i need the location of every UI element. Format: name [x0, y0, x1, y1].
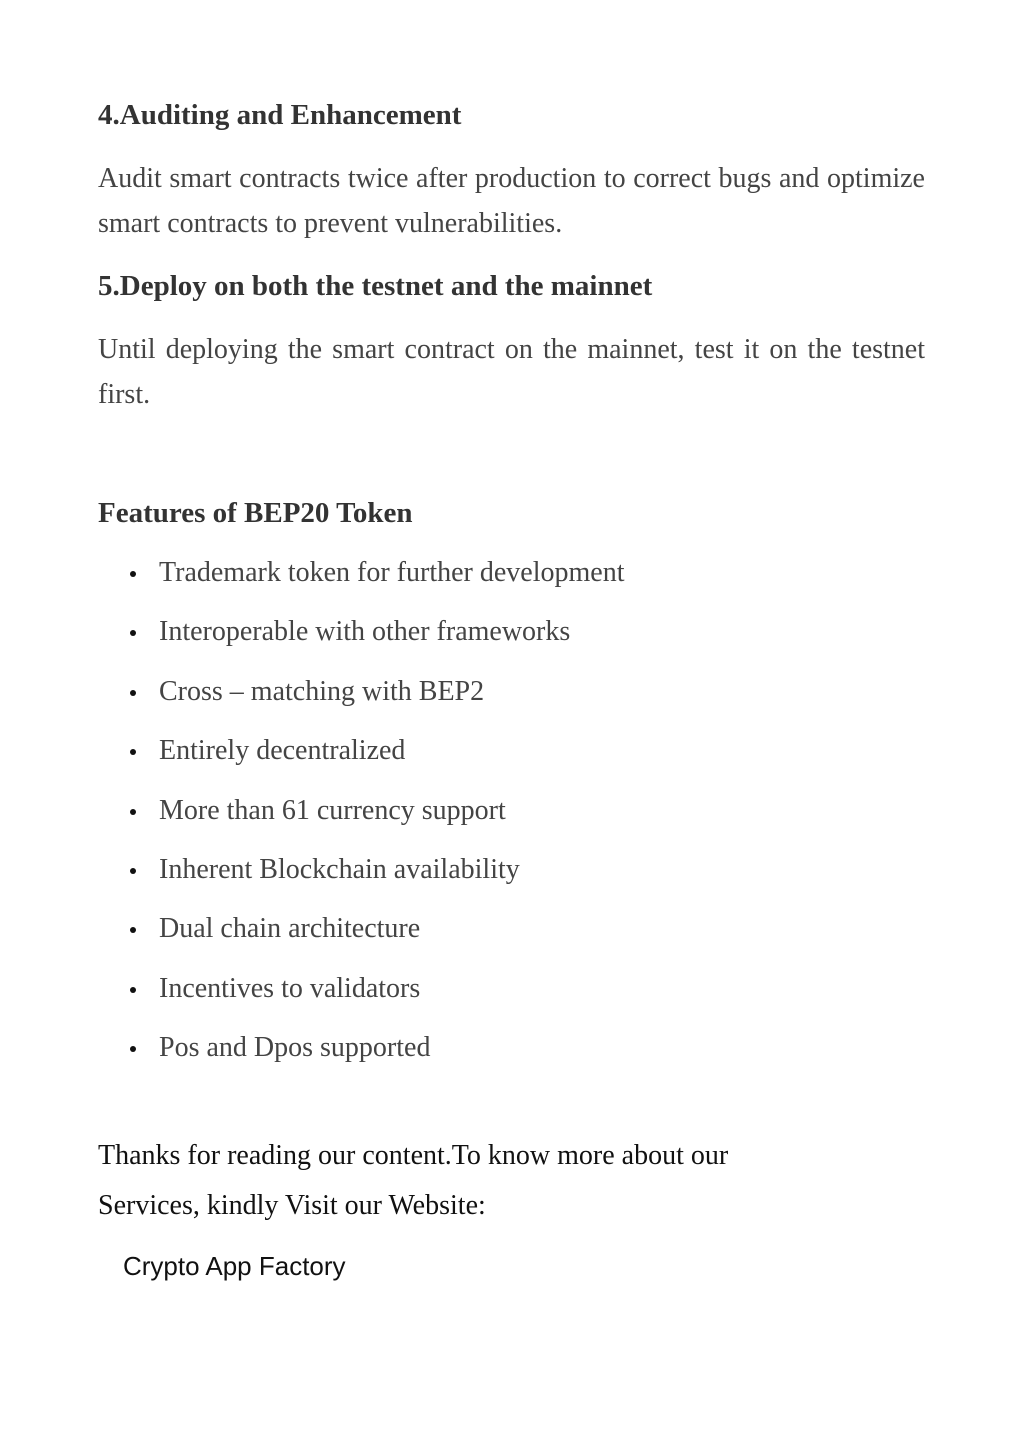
bullet-icon [130, 630, 136, 636]
list-item-text: More than 61 currency support [159, 794, 506, 826]
closing-line-1: Thanks for reading our content.To know more about our [98, 1140, 729, 1171]
bullet-icon [130, 571, 136, 577]
list-item [98, 555, 625, 614]
features-list [98, 555, 625, 1090]
list-item-text: Interoperable with other frameworks [159, 616, 571, 648]
bullet-icon [130, 987, 136, 993]
section-4-body: Audit smart contracts twice after production to correct bugs and optimize smart contracts to prevent vulnerabilities. [98, 163, 925, 239]
list-item [98, 614, 625, 673]
list-item-text: Entirely decentralized [159, 735, 406, 767]
list-item-text: Pos and Dpos supported [159, 1032, 431, 1064]
section-5-body: Until deploying the smart contract on the mainnet, test it on the testnet first. [98, 334, 925, 410]
list-item-text: Incentives to validators [159, 972, 421, 1004]
website-link[interactable]: Crypto App Factory [123, 1251, 346, 1281]
list-item [98, 971, 625, 1030]
section-4-heading: 4.Auditing and Enhancement [98, 99, 462, 131]
list-item-text: Dual chain architecture [159, 913, 421, 945]
list-item [98, 1030, 625, 1089]
bullet-icon [130, 809, 136, 815]
bullet-icon [130, 749, 136, 755]
list-item [98, 852, 625, 911]
list-item [98, 733, 625, 792]
list-item-text: Trademark token for further development [159, 557, 625, 588]
section-5-heading: 5.Deploy on both the testnet and the mainnet [98, 270, 653, 302]
bullet-icon [130, 690, 136, 696]
bullet-icon [130, 868, 136, 874]
list-item [98, 674, 625, 733]
list-item-text: Inherent Blockchain availability [159, 853, 520, 885]
list-item [98, 911, 625, 970]
list-item [98, 793, 625, 852]
bullet-icon [130, 927, 136, 933]
bullet-icon [130, 1046, 136, 1052]
closing-line-2: Services, kindly Visit our Website: [98, 1190, 486, 1221]
list-item-text: Cross – matching with BEP2 [159, 675, 485, 707]
features-heading: Features of BEP20 Token [98, 497, 413, 529]
